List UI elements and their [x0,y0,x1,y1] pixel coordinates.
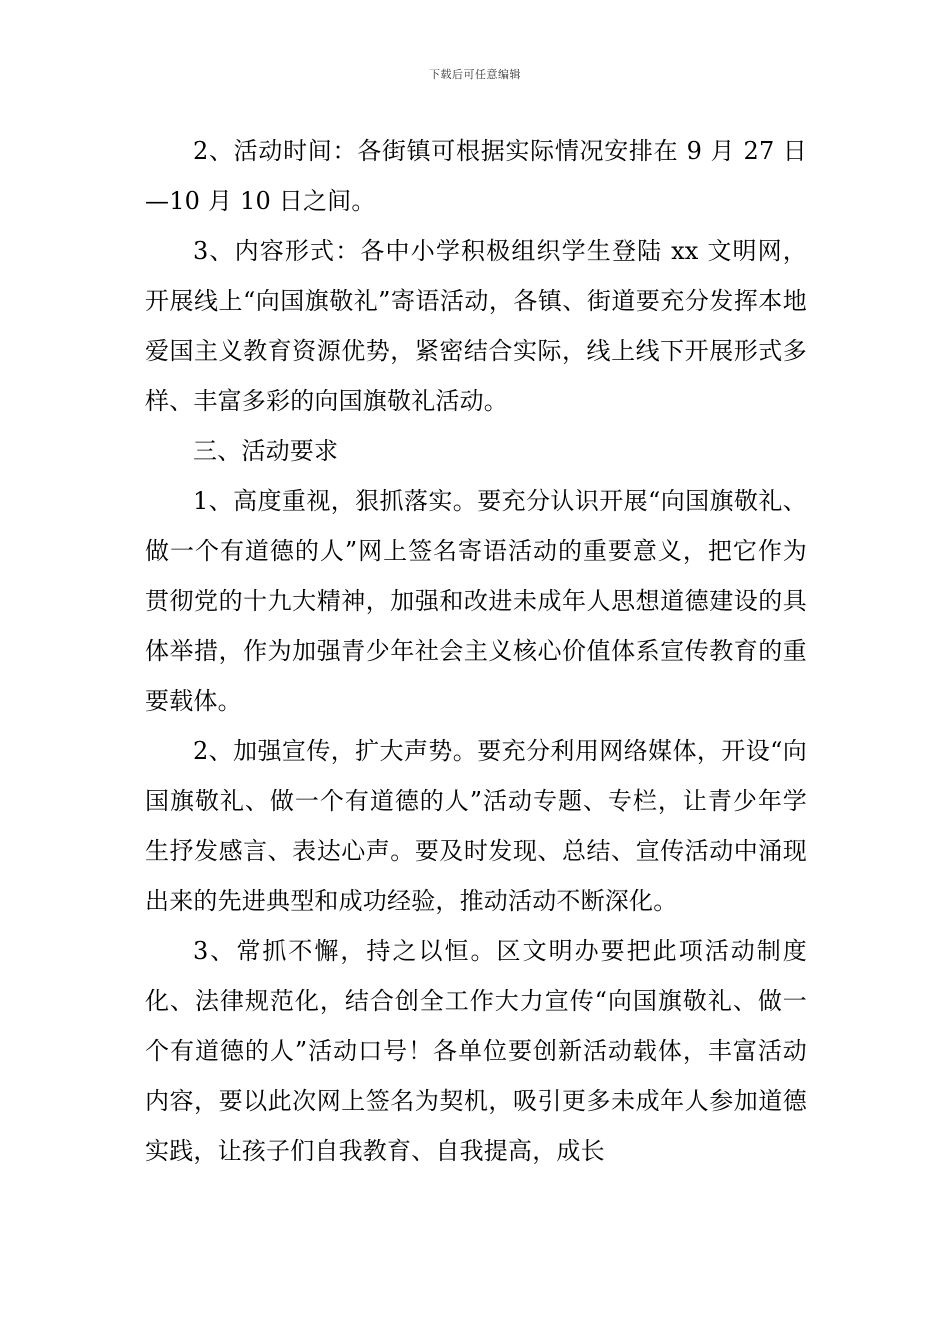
paragraph-content-form: 3、内容形式：各中小学积极组织学生登陆 xx 文明网，开展线上“向国旗敬礼”寄语活动，各镇、街道要充分发挥本地爱国主义教育资源优势，紧密结合实际，线上线下开展形式多样、丰富多彩的向国旗敬礼活动。 [145,237,807,415]
paragraph-requirement-1: 1、高度重视，狠抓落实。要充分认识开展“向国旗敬礼、做一个有道德的人”网上签名寄语活动的重要意义，把它作为贯彻党的十九大精神，加强和改进未成年人思想道德建设的具体举措，作为加强青少年社会主义核心价值体系宣传教育的重要载体。 [145,487,807,715]
document-body [145,126,807,1176]
section-heading-requirements: 三、活动要求 [193,437,339,465]
paragraph-requirement-2: 2、加强宣传，扩大声势。要充分利用网络媒体，开设“向国旗敬礼、做一个有道德的人”活动专题、专栏，让青少年学生抒发感言、表达心声。要及时发现、总结、宣传活动中涌现出来的先进典型和成功经验，推动活动不断深化。 [145,737,807,915]
paragraph-requirement-3: 3、常抓不懈，持之以恒。区文明办要把此项活动制度化、法律规范化，结合创全工作大力宣传“向国旗敬礼、做一个有道德的人”活动口号！各单位要创新活动载体，丰富活动内容，要以此次网上签名为契机，吸引更多未成年人参加道德实践，让孩子们自我教育、自我提高，成长 [145,937,807,1165]
page-header: 下载后可任意编辑 [429,68,521,81]
paragraph-activity-time: 2、活动时间：各街镇可根据实际情况安排在 9 月 27 日—10 月 10 日之间。 [145,137,807,215]
